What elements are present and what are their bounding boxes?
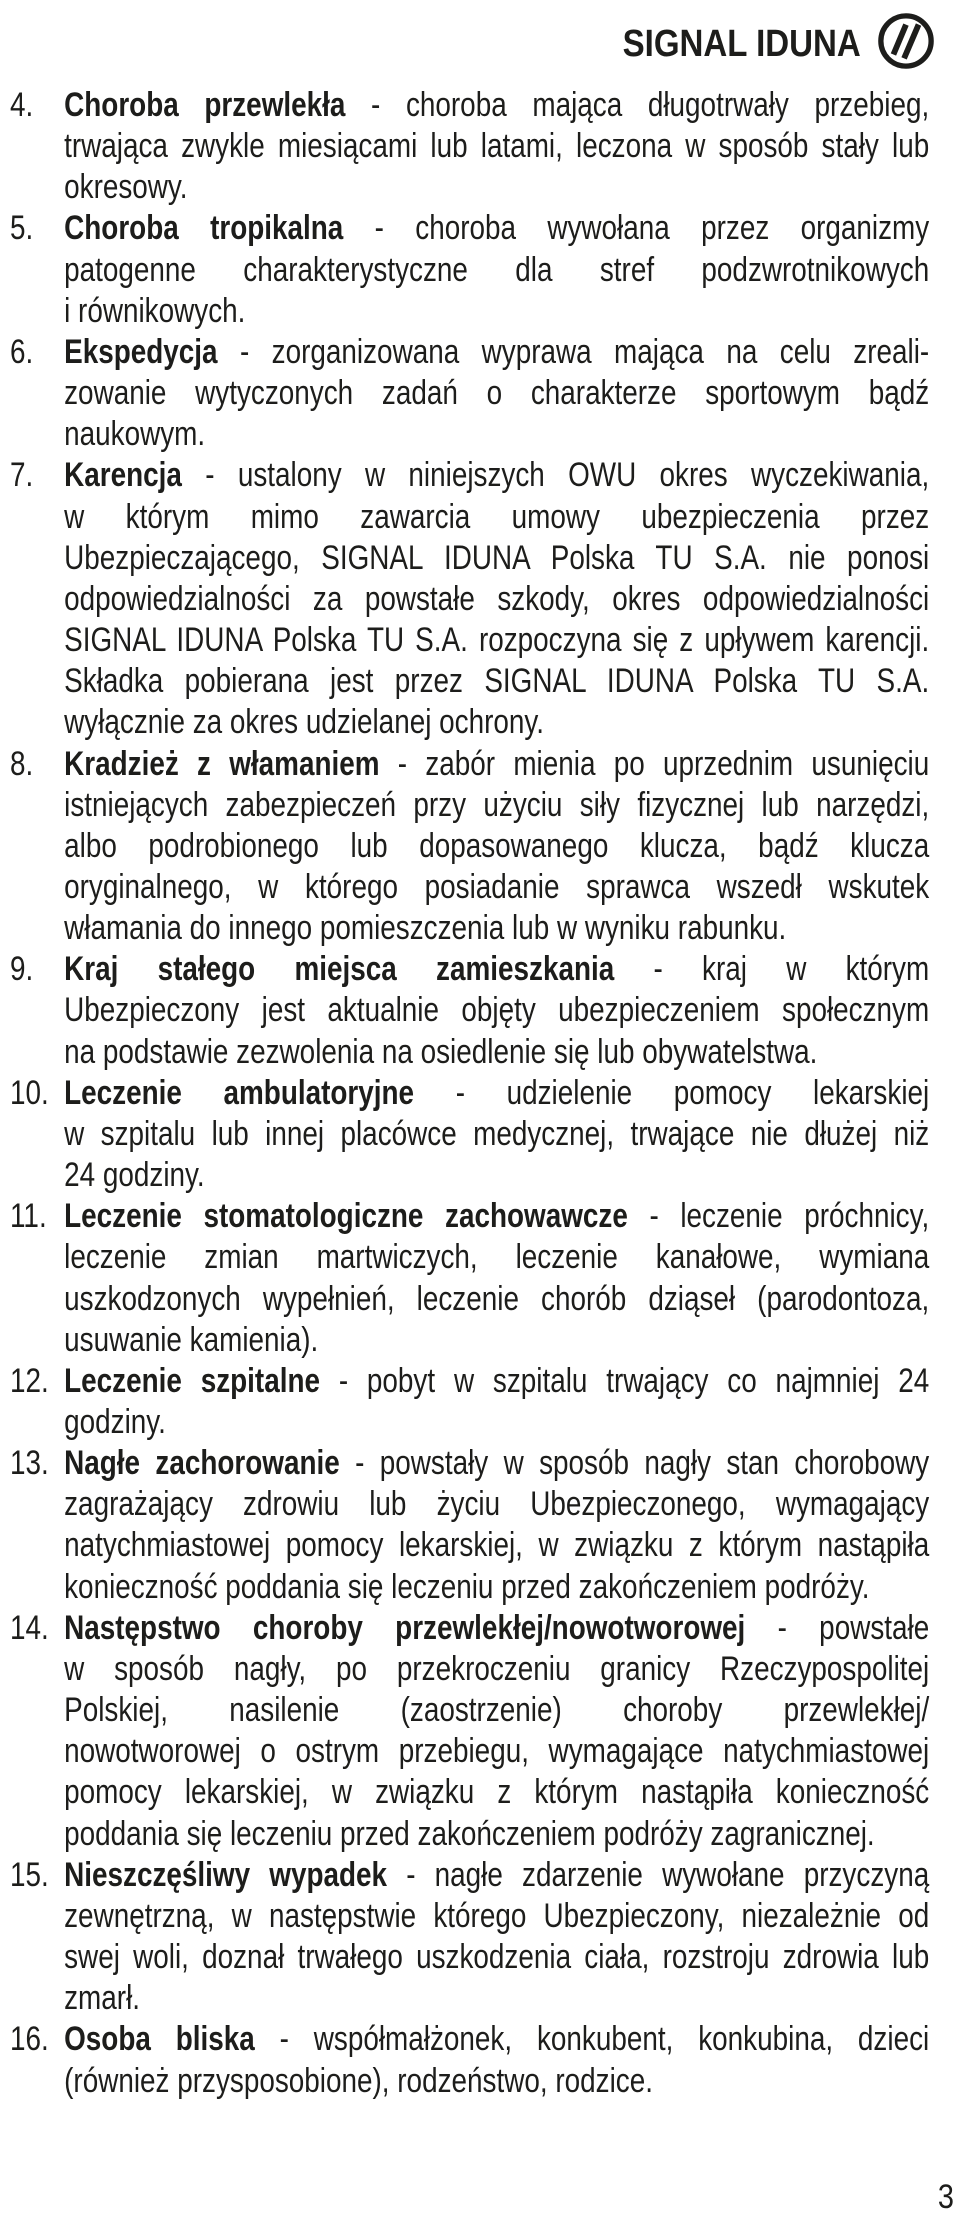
definition-item bbox=[10, 1361, 929, 1443]
definition-line: (również przysposobione), rodzeństwo, rodzice. bbox=[64, 2061, 653, 2100]
definition-text: - choroba mająca długotrwały przebieg, bbox=[371, 86, 930, 124]
brand-name: SIGNAL IDUNA bbox=[622, 23, 861, 65]
definition-line: patogenne charakterystyczne dla stref podzwrotnikowych bbox=[64, 250, 930, 289]
definition-term: Leczenie stomatologiczne zachowawcze bbox=[64, 1197, 628, 1236]
definition-item bbox=[10, 208, 929, 331]
definition-line bbox=[64, 1196, 929, 1237]
definition-body bbox=[64, 1443, 929, 1608]
definition-item bbox=[10, 1196, 929, 1361]
definition-line bbox=[64, 1443, 929, 1484]
definition-text: - powstały w sposób nagły stan chorobowy bbox=[355, 1444, 930, 1483]
definition-number: 12. bbox=[10, 1361, 49, 1400]
definition-body bbox=[64, 2019, 929, 2101]
definition-line: Ubezpieczony jest aktualnie objęty ubezpieczeniem społecznym bbox=[64, 991, 930, 1030]
definition-term: Choroba tropikalna bbox=[64, 209, 344, 248]
definition-number: 5. bbox=[10, 209, 34, 248]
definition-line bbox=[64, 1855, 929, 1896]
definition-term: Nagłe zachorowanie bbox=[64, 1444, 340, 1483]
definition-line bbox=[64, 1608, 929, 1649]
definition-item bbox=[10, 1073, 929, 1196]
definition-item bbox=[10, 1443, 929, 1608]
definition-body bbox=[64, 1073, 929, 1196]
definition-text: - leczenie próchnicy, bbox=[649, 1197, 930, 1236]
definition-line: zagrażający zdrowiu lub życiu Ubezpieczonego, wymagający bbox=[64, 1485, 930, 1524]
definition-number: 6. bbox=[10, 332, 34, 371]
definition-term: Następstwo choroby przewlekłej/nowotworowej bbox=[64, 1608, 746, 1647]
definition-line: swej woli, doznał trwałego uszkodzenia ciała, rozstroju zdrowia lub bbox=[64, 1938, 930, 1977]
definition-text: - udzielenie pomocy lekarskiej bbox=[455, 1073, 930, 1112]
definition-line: usuwanie kamienia). bbox=[64, 1320, 319, 1359]
definition-line bbox=[64, 455, 929, 496]
definition-number: 11. bbox=[10, 1197, 47, 1236]
definition-line: włamania do innego pomieszczenia lub w wyniku rabunku. bbox=[64, 909, 787, 948]
definition-item bbox=[10, 2019, 929, 2101]
definition-line: w którym mimo zawarcia umowy ubezpieczenia przez bbox=[64, 497, 930, 536]
signal-iduna-logo-icon bbox=[877, 12, 935, 70]
definition-line: wyłącznie za okres udzielanej ochrony. bbox=[64, 703, 545, 742]
definition-body bbox=[64, 1855, 929, 2020]
definition-line: leczenie zmian martwiczych, leczenie kanałowe, wymiana bbox=[64, 1238, 930, 1277]
definition-line: 24 godziny. bbox=[64, 1156, 205, 1195]
definition-line: zmarł. bbox=[64, 1979, 141, 2018]
definition-line bbox=[64, 85, 929, 126]
definition-line bbox=[64, 1361, 929, 1402]
definition-number: 8. bbox=[10, 744, 34, 783]
definition-number: 9. bbox=[10, 950, 34, 989]
definition-number: 14. bbox=[10, 1608, 49, 1647]
definition-line bbox=[64, 332, 929, 373]
definition-line: natychmiastowej pomocy lekarskiej, w związku z którym nastąpiła bbox=[64, 1526, 930, 1565]
definition-line: konieczność poddania się leczeniu przed zakończeniem podróży. bbox=[64, 1567, 870, 1606]
definition-text: - zabór mienia po uprzednim usunięciu bbox=[397, 744, 930, 783]
definition-line: w sposób nagły, po przekroczeniu granicy Rzeczypospolitej bbox=[64, 1649, 930, 1688]
page-number: 3 bbox=[937, 2178, 954, 2216]
definition-line: Składka pobierana jest przez SIGNAL IDUNA Polska TU S.A. bbox=[64, 662, 930, 701]
definition-line: SIGNAL IDUNA Polska TU S.A. rozpoczyna się z upływem karencji. bbox=[64, 621, 930, 660]
definition-number: 13. bbox=[10, 1444, 49, 1483]
definition-text: - choroba wywołana przez organizmy bbox=[374, 209, 930, 248]
definition-line: Ubezpieczającego, SIGNAL IDUNA Polska TU S.A. nie ponosi bbox=[64, 538, 930, 577]
definition-number: 15. bbox=[10, 1855, 49, 1894]
definition-line bbox=[64, 208, 929, 249]
definition-term: Karencja bbox=[64, 456, 182, 495]
definition-item bbox=[10, 332, 929, 455]
definition-term: Osoba bliska bbox=[64, 2020, 255, 2059]
definition-line bbox=[64, 949, 929, 990]
definition-text: - powstałe bbox=[777, 1608, 930, 1647]
definition-line: odpowiedzialności za powstałe szkody, okres odpowiedzialności bbox=[64, 579, 930, 618]
definition-number: 4. bbox=[10, 86, 34, 124]
definition-line bbox=[64, 1073, 929, 1114]
definition-body bbox=[64, 744, 929, 950]
definition-line: godziny. bbox=[64, 1403, 166, 1441]
definition-line: poddania się leczeniu przed zakończeniem podróży zagranicznej. bbox=[64, 1814, 875, 1853]
definition-line: albo podrobionego lub dopasowanego klucza, bądź klucza bbox=[64, 826, 930, 865]
definition-number: 16. bbox=[10, 2020, 49, 2059]
definition-line: zewnętrzną, w następstwie którego Ubezpieczony, niezależnie od bbox=[64, 1896, 930, 1935]
definition-item bbox=[10, 85, 929, 208]
definition-text: - kraj w którym bbox=[653, 950, 930, 989]
definition-text: - zorganizowana wyprawa mająca na celu zreali- bbox=[239, 332, 930, 371]
definition-body bbox=[64, 332, 929, 455]
definition-item bbox=[10, 1855, 929, 2020]
definition-term: Nieszczęśliwy wypadek bbox=[64, 1855, 388, 1894]
definition-line: na podstawie zezwolenia na osiedlenie się lub obywatelstwa. bbox=[64, 1032, 818, 1071]
definitions-list bbox=[10, 85, 929, 2102]
definition-line: zowanie wytyczonych zadań o charakterze sportowym bądź bbox=[64, 374, 930, 413]
definition-line: nowotworowej o ostrym przebiegu, wymagające natychmiastowej bbox=[64, 1732, 930, 1771]
definition-line: okresowy. bbox=[64, 168, 188, 207]
definition-term: Ekspedycja bbox=[64, 332, 218, 371]
definition-line: oryginalnego, w którego posiadanie sprawca wszedł wskutek bbox=[64, 867, 930, 906]
definition-text: - współmałżonek, konkubent, konkubina, dzieci bbox=[279, 2020, 930, 2059]
definition-body bbox=[64, 85, 929, 208]
definition-line: pomocy lekarskiej, w związku z którym nastąpiła konieczność bbox=[64, 1773, 930, 1812]
definition-body bbox=[64, 949, 929, 1072]
definition-text: - ustalony w niniejszych OWU okres wyczekiwania, bbox=[205, 456, 930, 495]
definition-line: Polskiej, nasilenie (zaostrzenie) choroby przewlekłej/ bbox=[64, 1691, 930, 1730]
definition-line: i równikowych. bbox=[64, 291, 246, 330]
definition-item bbox=[10, 949, 929, 1072]
definition-body bbox=[64, 1361, 929, 1443]
definition-text: - pobyt w szpitalu trwający co najmniej 24 bbox=[338, 1361, 930, 1400]
definition-line: w szpitalu lub innej placówce medycznej, trwające nie dłużej niż bbox=[64, 1114, 930, 1153]
definition-body bbox=[64, 1196, 929, 1361]
definition-term: Kradzież z włamaniem bbox=[64, 744, 380, 783]
definition-term: Kraj stałego miejsca zamieszkania bbox=[64, 950, 615, 989]
definition-item bbox=[10, 455, 929, 743]
definition-body bbox=[64, 455, 929, 743]
definition-line: naukowym. bbox=[64, 415, 206, 454]
definition-number: 10. bbox=[10, 1073, 49, 1112]
definition-term: Leczenie ambulatoryjne bbox=[64, 1073, 415, 1112]
definition-line bbox=[64, 744, 929, 785]
definition-text: - nagłe zdarzenie wywołane przyczyną bbox=[406, 1855, 930, 1894]
definition-line: istniejących zabezpieczeń przy użyciu siły fizycznej lub narzędzi, bbox=[64, 785, 930, 824]
definition-item bbox=[10, 744, 929, 950]
definition-line bbox=[64, 2019, 929, 2060]
definition-body bbox=[64, 208, 929, 331]
definition-term: Choroba przewlekła bbox=[64, 86, 346, 124]
definition-body bbox=[64, 1608, 929, 1855]
definition-item bbox=[10, 1608, 929, 1855]
definition-line: trwająca zwykle miesiącami lub latami, leczona w sposób stały lub bbox=[64, 127, 930, 166]
definition-line: uszkodzonych wypełnień, leczenie chorób dziąseł (parodontoza, bbox=[64, 1279, 930, 1318]
definition-number: 7. bbox=[10, 456, 34, 495]
definition-term: Leczenie szpitalne bbox=[64, 1361, 320, 1400]
